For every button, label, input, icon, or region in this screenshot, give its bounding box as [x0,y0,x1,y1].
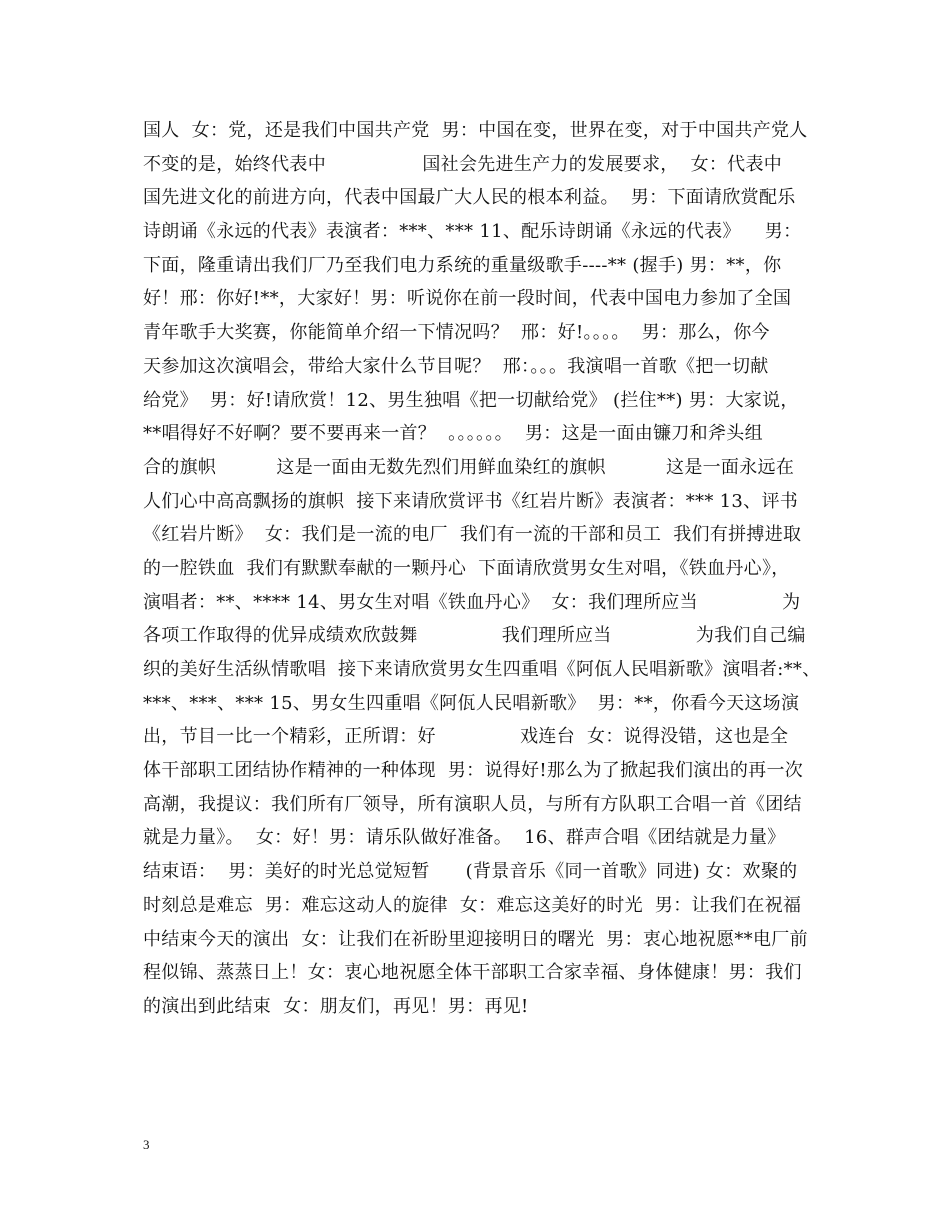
text-line: 国先进文化的前进方向，代表中国最广大人民的根本利益。 男：下面请欣赏配乐 [143,187,796,209]
text-line: 天参加这次演唱会，带给大家什么节目呢？ 邢：。。。我演唱一首歌《把一切献 [143,355,769,377]
text-line: 出，节目一比一个精彩，正所谓：好 戏连台 女：说得没错，这也是全 [143,726,789,748]
text-line: 程似锦、蒸蒸日上！女：衷心地祝愿全体干部职工合家幸福、身体健康！男：我们 [143,962,802,984]
text-line: 的演出到此结束 女：朋友们，再见！男：再见! [143,995,529,1017]
text-line: **唱得好不好啊？要不要再来一首？ 。。。。。。 男：这是一面由镰刀和斧头组 [143,423,763,445]
text-line: 下面，隆重请出我们厂乃至我们电力系统的重量级歌手----** (握手) 男：**，你 [143,254,782,276]
text-line: 中结束今天的演出 女：让我们在祈盼里迎接明日的曙光 男：衷心地祝愿**电厂前 [143,928,808,950]
text-line: 织的美好生活纵情歌唱 接下来请欣赏男女生四重唱《阿佤人民唱新歌》演唱者:**、 [143,659,821,680]
text-line: 诗朗诵《永远的代表》表演者：***、*** 11、配乐诗朗诵《永远的代表》 男： [143,221,802,243]
text-line: 好！邢：你好!**，大家好！男：听说你在前一段时间，代表中国电力参加了全国 [143,288,792,310]
text-line: 演唱者：**、**** 14、男女生对唱《铁血丹心》 女：我们理所应当 为 [143,591,801,613]
text-line: 的一腔铁血 我们有默默奉献的一颗丹心 下面请欣赏男女生对唱，《铁血丹心》， [143,557,790,579]
text-line: 时刻总是难忘 男：难忘这动人的旋律 女：难忘这美好的时光 男：让我们在祝福 [143,894,802,916]
text-line: 不变的是，始终代表中 国社会先进生产力的发展要求， 女：代表中 [143,153,783,175]
body-text [143,114,833,1024]
text-line: 体干部职工团结协作精神的一种体现 男：说得好!那么为了掀起我们演出的再一次 [143,760,804,782]
text-line: 国人 女：党，还是我们中国共产党 男：中国在变，世界在变，对于中国共产党人 [143,120,808,141]
text-line: 就是力量》。 女：好！男：请乐队做好准备。 16、群声合唱《团结就是力量》 [143,827,786,849]
text-line: 各项工作取得的优异成绩欢欣鼓舞 我们理所应当 为我们自己编 [143,625,806,647]
text-line: 合的旗帜 这是一面由无数先烈们用鲜血染红的旗帜 这是一面永远在 [143,456,795,478]
text-line: ***、***、*** 15、男女生四重唱《阿佤人民唱新歌》 男：**，你看今天这场演 [143,692,800,714]
text-line: 人们心中高高飘扬的旗帜 接下来请欣赏评书《红岩片断》表演者：*** 13、评书 [143,490,799,512]
text-line: 《红岩片断》 女：我们是一流的电厂 我们有一流的干部和员工 我们有拼搏进取 [143,524,802,546]
text-line: 给党》 男：好!请欣赏！12、男生独唱《把一切献给党》 (拦住**) 男：大家说， [143,389,799,411]
text-line: 高潮，我提议：我们所有厂领导，所有演职人员，与所有方队职工合唱一首《团结 [143,793,802,815]
page-number: 3 [143,1137,150,1152]
text-line: 结束语： 男：美好的时光总觉短暂 (背景音乐《同一首歌》同进) 女：欢聚的 [143,861,798,883]
text-line: 青年歌手大奖赛，你能简单介绍一下情况吗？ 邢：好!。。。。 男：那么，你今 [143,322,770,344]
